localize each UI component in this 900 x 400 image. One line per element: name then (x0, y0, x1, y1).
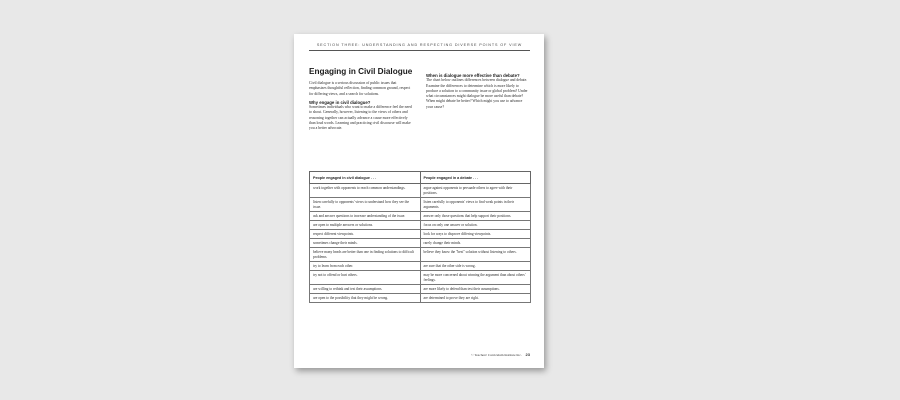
debate-cell: are more likely to defend than test their assumptions. (420, 285, 531, 294)
debate-cell: look for ways to disprove differing viewpoints. (420, 230, 531, 239)
dialogue-cell: are open to the possibility that they might be wrong. (310, 294, 421, 303)
debate-cell: focus on only one answer or solution. (420, 221, 531, 230)
debate-cell: answer only those questions that help support their positions. (420, 212, 531, 221)
table-body (310, 184, 531, 303)
text-columns (309, 73, 530, 132)
table-row (310, 294, 531, 303)
debate-cell: rarely change their minds. (420, 239, 531, 248)
debate-cell: believe they know the "best" solution without listening to others. (420, 248, 531, 262)
dialogue-cell: work together with opponents to reach common understandings. (310, 184, 421, 198)
when-heading: When is dialogue more effective than debate? (426, 73, 520, 78)
right-column (426, 73, 530, 132)
dialogue-cell: listen carefully to opponents' views to understand how they see the issue. (310, 198, 421, 212)
table-row (310, 239, 531, 248)
dialogue-cell: ask and answer questions to increase understanding of the issue. (310, 212, 421, 221)
page-number: 23 (525, 352, 530, 357)
debate-cell: argue against opponents to persuade others to agree with their positions. (420, 184, 531, 198)
debate-cell: are determined to prove they are right. (420, 294, 531, 303)
document-page (294, 34, 544, 368)
section-header: SECTION THREE: UNDERSTANDING AND RESPECTING DIVERSE POINTS OF VIEW (309, 43, 530, 51)
table-row (310, 221, 531, 230)
left-column (309, 81, 413, 132)
table-header-row (310, 172, 531, 184)
copyright-text: © Teachers' Curriculum Institute Inc. (471, 353, 522, 357)
dialogue-cell: are open to multiple answers or solutions. (310, 221, 421, 230)
table-row (310, 212, 531, 221)
debate-column-header: People engaged in a debate . . . (420, 172, 531, 184)
table-row (310, 198, 531, 212)
dialogue-cell: are willing to rethink and test their assumptions. (310, 285, 421, 294)
dialogue-cell: respect different viewpoints. (310, 230, 421, 239)
when-paragraph: The chart below outlines differences between dialogue and debate. Examine the differences to determine which is more likely to produce a solution to a community issue or global problem? Under what circumstances might dialogue be more useful than debate? When might debate be better? Which might you use to advance your cause? (426, 78, 528, 109)
table-row (310, 248, 531, 262)
page-footer (309, 352, 530, 357)
table-row (310, 285, 531, 294)
table-row (310, 184, 531, 198)
debate-cell: listen carefully to opponents' views to find weak points in their arguments. (420, 198, 531, 212)
intro-paragraph: Civil dialogue is a serious discussion of public issues that emphasizes thoughtful reflection, finding common ground, respect for differing views, and a search for solutions. (309, 81, 411, 96)
why-paragraph: Sometimes individuals who want to make a difference feel the need to shout. Generally, however, listening to the views of others and reasoning together can actually advance a cause more effectively than loud words. Learning and practicing civil discourse will make you a better advocate. (309, 105, 412, 131)
dialogue-cell: try not to offend or hurt others. (310, 271, 421, 285)
dialogue-column-header: People engaged in civil dialogue . . . (310, 172, 421, 184)
table-row (310, 230, 531, 239)
comparison-table (309, 171, 531, 303)
table-row (310, 262, 531, 271)
dialogue-cell: believe many heads are better than one in finding solutions to difficult problems. (310, 248, 421, 262)
debate-cell: may be more concerned about winning the argument than about others' feelings. (420, 271, 531, 285)
debate-cell: are sure that the other side is wrong. (420, 262, 531, 271)
why-heading: Why engage in civil dialogue? (309, 99, 371, 105)
dialogue-cell: sometimes change their minds. (310, 239, 421, 248)
dialogue-cell: try to learn from each other. (310, 262, 421, 271)
table-row (310, 271, 531, 285)
page-title: Engaging in Civil Dialogue (309, 67, 413, 76)
